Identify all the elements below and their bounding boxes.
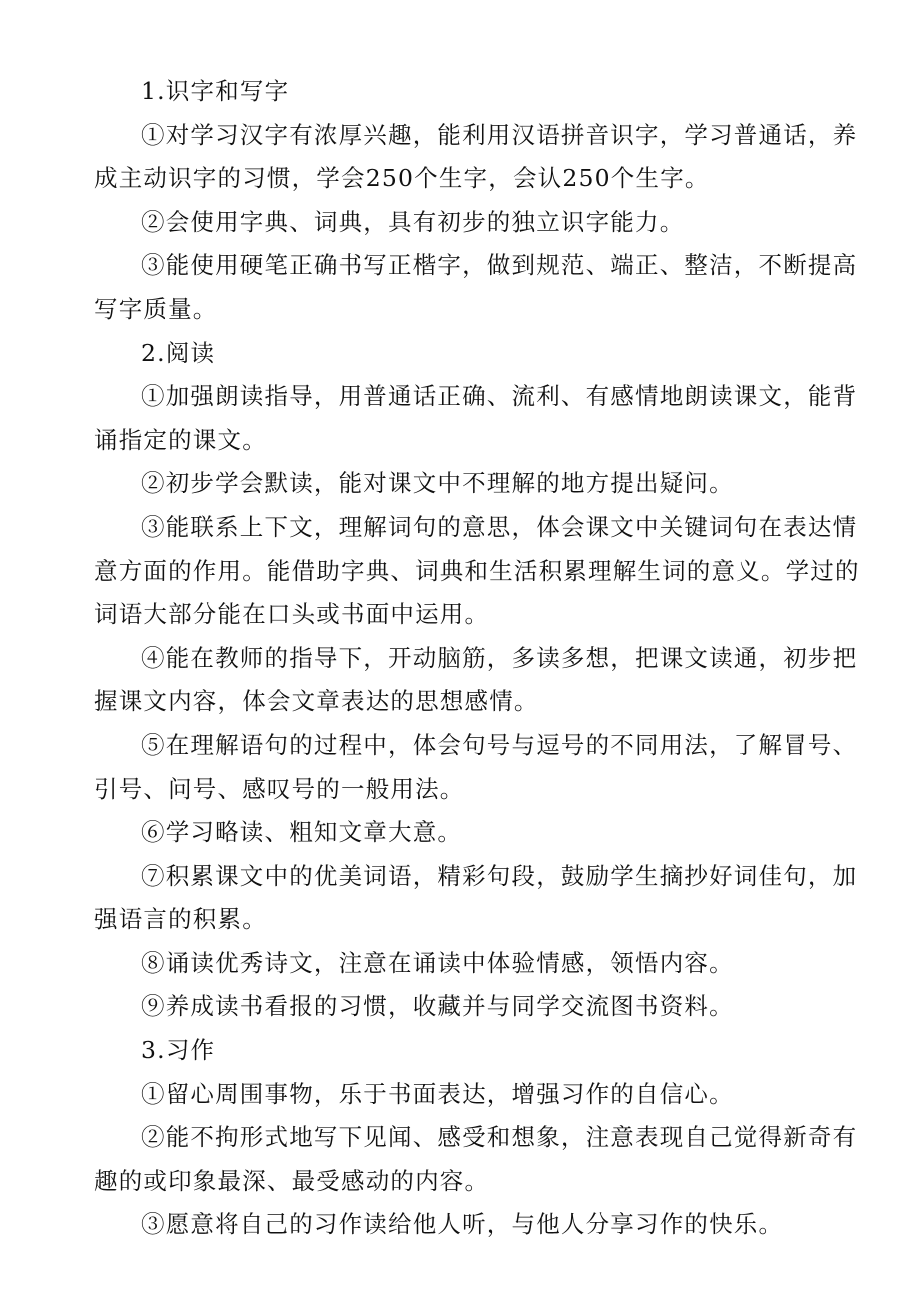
list-item: ⑥学习略读、粗知文章大意。 [141, 818, 463, 847]
list-item: ⑦积累课文中的优美词语，精彩句段，鼓励学生摘抄好词佳句，加强语言的积累。 [94, 861, 858, 934]
list-item: ①加强朗读指导，用普通话正确、流利、有感情地朗读课文，能背诵指定的课文。 [94, 382, 858, 454]
list-item: ⑤在理解语句的过程中，体会句号与逗号的不同用法，了解冒号、引号、问号、感叹号的一般用法。 [94, 730, 858, 803]
section-heading: 2.阅读 [141, 338, 216, 367]
list-item: ①留心周围事物，乐于书面表达，增强习作的自信心。 [141, 1079, 734, 1108]
section-literacy [94, 70, 872, 332]
section-writing [94, 1029, 872, 1247]
list-item: ③能联系上下文，理解词句的意思，体会课文中关键词句在表达情意方面的作用。能借助字典、词典和生活积累理解生词的意义。学过的词语大部分能在口头或书面中运用。 [94, 512, 860, 629]
list-item: ②初步学会默读，能对课文中不理解的地方提出疑问。 [141, 469, 734, 498]
list-item: ④能在教师的指导下，开动脑筋，多读多想，把课文读通，初步把握课文内容，体会文章表达的思想感情。 [94, 643, 858, 716]
section-reading [94, 332, 872, 1030]
list-item: ③愿意将自己的习作读给他人听，与他人分享习作的快乐。 [141, 1210, 784, 1239]
list-item: ③能使用硬笔正确书写正楷字，做到规范、端正、整洁，不断提高写字质量。 [94, 251, 858, 323]
list-item: ⑧诵读优秀诗文，注意在诵读中体验情感，领悟内容。 [141, 948, 734, 977]
list-item: ②能不拘形式地写下见闻、感受和想象，注意表现自己觉得新奇有趣的或印象最深、最受感动的内容。 [94, 1123, 858, 1195]
section-heading: 1.识字和写字 [141, 77, 290, 105]
list-item: ⑨养成读书看报的习惯，收藏并与同学交流图书资料。 [141, 992, 734, 1021]
list-item: ①对学习汉字有浓厚兴趣，能利用汉语拼音识字，学习普通话，养成主动识字的习惯，学会250个生字，会认250个生字。 [94, 120, 858, 193]
section-heading: 3.习作 [141, 1036, 216, 1065]
list-item: ②会使用字典、词典，具有初步的独立识字能力。 [141, 207, 685, 236]
